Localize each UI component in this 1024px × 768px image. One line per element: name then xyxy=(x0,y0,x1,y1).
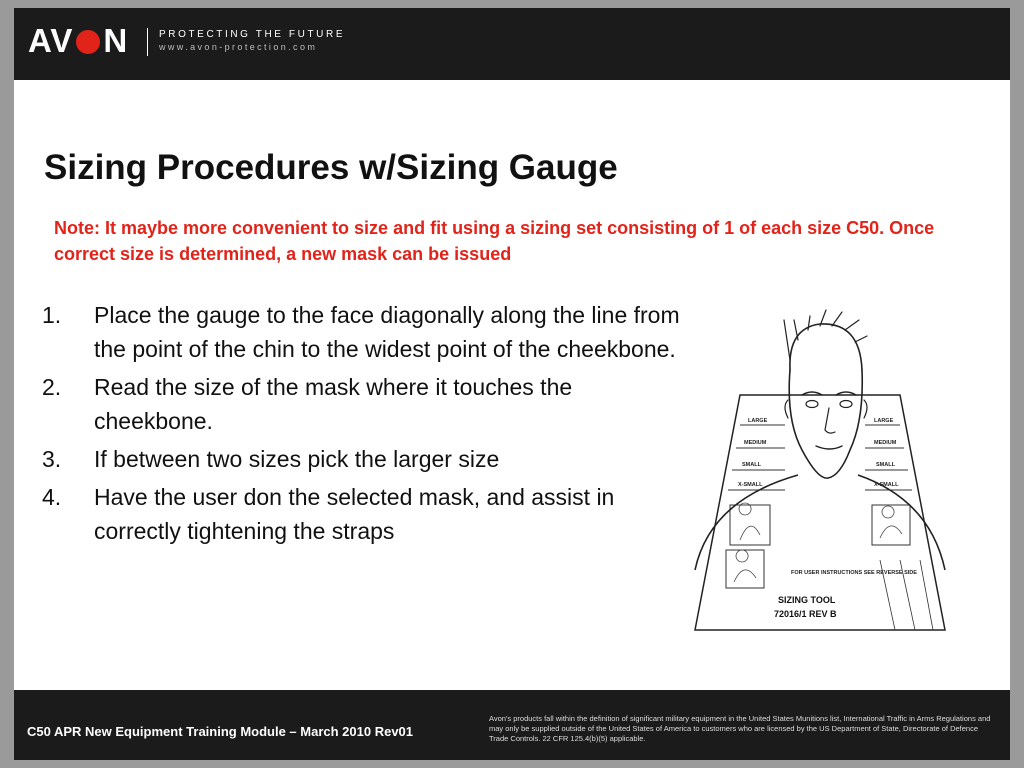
gauge-label-medium-right: MEDIUM xyxy=(874,440,897,446)
step-text: Read the size of the mask where it touches the cheekbone. xyxy=(94,374,573,434)
website-url: www.avon-protection.com xyxy=(159,42,318,52)
step-item xyxy=(42,370,692,438)
gauge-label-xsmall-left: X-SMALL xyxy=(738,482,763,488)
slide xyxy=(14,8,1010,760)
steps-list xyxy=(42,298,692,552)
gauge-label-xsmall-right: X-SMALL xyxy=(874,482,899,488)
gauge-label-medium-left: MEDIUM xyxy=(744,440,767,446)
avon-logo: AV N xyxy=(28,22,129,59)
step-item xyxy=(42,298,692,366)
tagline: PROTECTING THE FUTURE xyxy=(159,29,346,40)
gauge-instruction: FOR USER INSTRUCTIONS SEE REVERSE SIDE xyxy=(791,570,917,576)
step-number: 3. xyxy=(42,446,62,472)
logo-dot-icon xyxy=(76,30,100,54)
sizing-gauge-illustration xyxy=(690,300,950,635)
gauge-tool-name: SIZING TOOL xyxy=(778,595,836,605)
step-text: Have the user don the selected mask, and assist in correctly tightening the straps xyxy=(94,484,615,544)
gauge-label-large-left: LARGE xyxy=(748,418,768,424)
footer-title: C50 APR New Equipment Training Module – March 2010 Rev01 xyxy=(27,724,414,739)
slide-title: Sizing Procedures w/Sizing Gauge xyxy=(44,148,618,187)
header-bar xyxy=(14,8,1010,80)
step-item xyxy=(42,442,692,476)
step-number: 4. xyxy=(42,484,62,510)
gauge-label-small-left: SMALL xyxy=(742,462,761,468)
gauge-part-number: 72016/1 REV B xyxy=(774,609,837,619)
step-text: If between two sizes pick the larger size xyxy=(94,446,500,472)
note-text: Note: It maybe more convenient to size and fit using a sizing set consisting of 1 of each size C50. Once correct size is determined, a new mask can be issued xyxy=(54,218,935,264)
step-number: 2. xyxy=(42,374,62,400)
step-item xyxy=(42,480,692,548)
footer-bar xyxy=(14,690,1010,760)
gauge-label-small-right: SMALL xyxy=(876,462,895,468)
gauge-label-large-right: LARGE xyxy=(874,418,894,424)
step-number: 1. xyxy=(42,302,62,328)
step-text: Place the gauge to the face diagonally along the line from the point of the chin to the widest point of the cheekbone. xyxy=(94,302,680,362)
logo-divider xyxy=(147,28,148,56)
footer-disclaimer: Avon's products fall within the definition of significant military equipment in the United States Munitions list, International Traffic in Arms Regulations and may only be supplied outside of the United States of America to customers who are licensed by the US Department of State, Directorate of Defence Trade Controls. 22 CFR 125.4(b)(5) applicable. xyxy=(489,714,991,743)
